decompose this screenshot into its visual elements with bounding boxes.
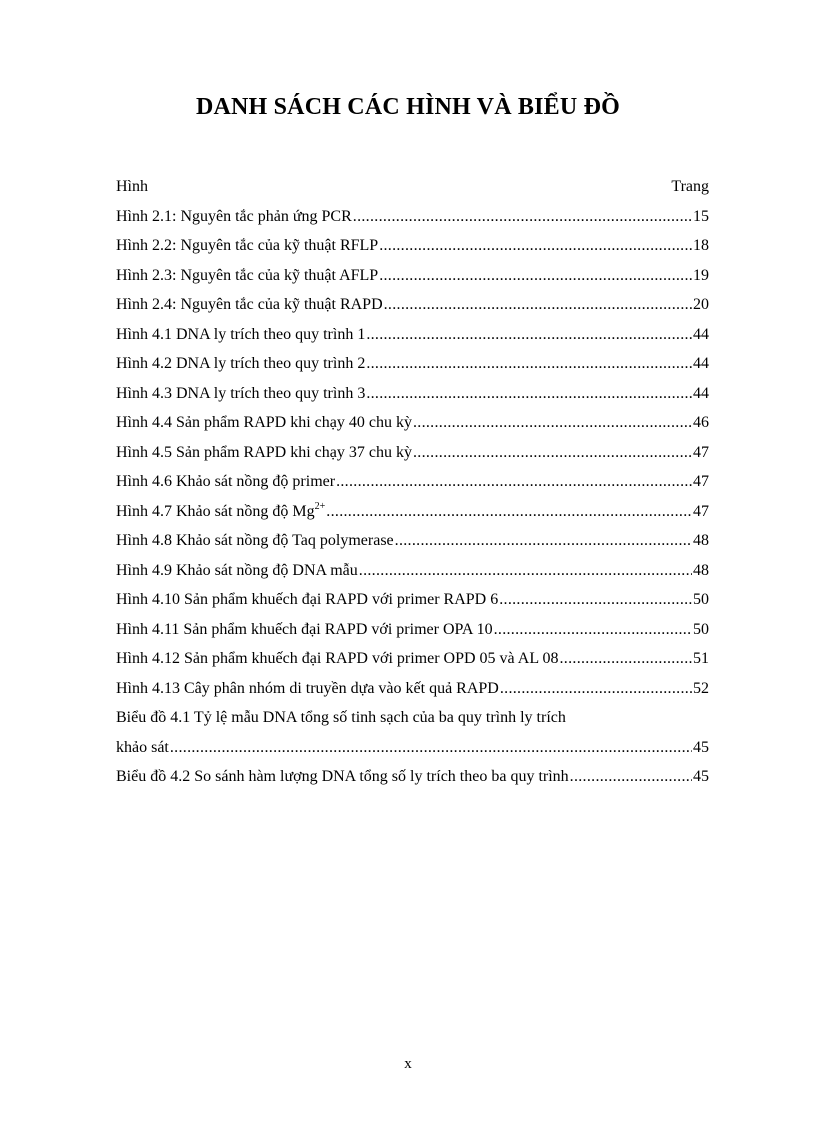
toc-entry[interactable] — [116, 589, 709, 611]
chart-entry-label: khảo sát — [116, 738, 169, 756]
toc-entry[interactable] — [116, 648, 709, 670]
toc-entry-page: 50 — [693, 591, 709, 608]
toc-entry-page: 44 — [693, 384, 709, 402]
dot-leader — [379, 265, 692, 287]
toc-entry-page: 20 — [693, 296, 709, 313]
dot-leader — [336, 471, 692, 493]
toc-entry-label: Hình 4.5 Sản phẩm RAPD khi chạy 37 chu kỳ — [116, 443, 412, 461]
toc-entry-page: 52 — [693, 679, 709, 697]
toc-entry-label: Hình 4.9 Khảo sát nồng độ DNA mẫu — [116, 561, 358, 579]
dot-leader — [353, 206, 692, 228]
toc-entry[interactable] — [116, 265, 709, 287]
chart-entry-label: Biểu đồ 4.2 So sánh hàm lượng DNA tổng số ly trích theo ba quy trình — [116, 768, 569, 785]
toc-entry[interactable] — [116, 560, 709, 582]
toc-entry[interactable] — [116, 619, 709, 641]
toc-entry[interactable] — [116, 383, 709, 405]
toc-entry[interactable] — [116, 530, 709, 552]
toc-entry-label: Hình 4.1 DNA ly trích theo quy trình 1 — [116, 325, 366, 343]
page-title: DANH SÁCH CÁC HÌNH VÀ BIỂU ĐỒ — [195, 94, 621, 120]
toc-entry[interactable] — [116, 471, 709, 493]
toc-entry[interactable] — [116, 678, 709, 700]
toc-entry-label: Hình 2.4: Nguyên tắc của kỹ thuật RAPD — [116, 296, 383, 313]
page-number: x — [404, 1056, 412, 1072]
dot-leader — [366, 353, 692, 375]
toc-entry[interactable] — [116, 324, 709, 346]
toc-entry-label: Hình 4.8 Khảo sát nồng độ Taq polymerase — [116, 532, 394, 549]
toc-header-figure-label: Hình — [116, 178, 148, 195]
toc-entry-page: 48 — [693, 561, 709, 579]
toc-entry[interactable] — [116, 442, 709, 464]
dot-leader — [500, 678, 692, 700]
toc-entry-label: Hình 2.3: Nguyên tắc của kỹ thuật AFLP — [116, 266, 379, 284]
toc-header-page-label: Trang — [671, 178, 709, 195]
dot-leader — [499, 589, 692, 611]
toc-entry-page: 15 — [693, 207, 709, 225]
toc-entry-page: 46 — [693, 414, 709, 431]
dot-leader — [494, 619, 692, 641]
toc-entry-page: 47 — [693, 473, 709, 490]
dot-leader — [366, 383, 692, 405]
toc-entry-label — [116, 501, 325, 523]
toc-entry-page: 19 — [693, 266, 709, 284]
toc-entry-page: 50 — [693, 620, 709, 638]
table-of-figures — [116, 176, 709, 796]
dot-leader — [384, 294, 692, 316]
toc-entry-label: Hình 4.12 Sản phẩm khuếch đại RAPD với primer OPD 05 và AL 08 — [116, 650, 559, 667]
toc-entry-page: 44 — [693, 355, 709, 372]
toc-entry-label: Hình 4.10 Sản phẩm khuếch đại RAPD với primer RAPD 6 — [116, 591, 499, 608]
dot-leader — [395, 530, 692, 552]
toc-entry-label: Hình 4.6 Khảo sát nồng độ primer — [116, 473, 336, 490]
toc-entry-page: 51 — [693, 650, 709, 667]
toc-entry[interactable] — [116, 501, 709, 523]
toc-entry-label: Hình 4.3 DNA ly trích theo quy trình 3 — [116, 384, 366, 402]
toc-entry-page: 18 — [693, 237, 709, 254]
dot-leader — [326, 501, 692, 523]
chart-entry[interactable] — [116, 737, 709, 759]
dot-leader — [413, 442, 692, 464]
chart-entry[interactable] — [116, 766, 709, 788]
toc-entry[interactable] — [116, 235, 709, 257]
toc-entry[interactable] — [116, 294, 709, 316]
toc-entry-page: 48 — [693, 532, 709, 549]
toc-entry-page: 47 — [693, 443, 709, 461]
dot-leader — [570, 766, 692, 788]
toc-entry-label: Hình 4.13 Cây phân nhóm di truyền dựa vào kết quả RAPD — [116, 679, 499, 697]
toc-entry-page: 47 — [693, 502, 709, 520]
chart-entry-page: 45 — [693, 738, 709, 756]
toc-entry-page: 44 — [693, 325, 709, 343]
toc-header — [116, 176, 709, 198]
dot-leader — [413, 412, 692, 434]
toc-entry-label: Hình 2.2: Nguyên tắc của kỹ thuật RFLP — [116, 237, 379, 254]
toc-entry-label: Hình 4.11 Sản phẩm khuếch đại RAPD với primer OPA 10 — [116, 620, 493, 638]
toc-entry[interactable] — [116, 412, 709, 434]
toc-entry-label-text: Hình 4.7 Khảo sát nồng độ Mg — [116, 502, 315, 520]
toc-entry-label: Hình 2.1: Nguyên tắc phản ứng PCR — [116, 207, 352, 225]
toc-entry[interactable] — [116, 353, 709, 375]
dot-leader — [170, 737, 692, 759]
dot-leader — [366, 324, 692, 346]
chart-entry-page: 45 — [693, 768, 709, 785]
toc-entry[interactable] — [116, 206, 709, 228]
dot-leader — [560, 648, 693, 670]
chart-entry-first-line[interactable]: Biểu đồ 4.1 Tỷ lệ mẫu DNA tổng số tinh sạch của ba quy trình ly trích — [116, 709, 566, 726]
dot-leader — [359, 560, 692, 582]
toc-entry-label: Hình 4.4 Sản phẩm RAPD khi chạy 40 chu kỳ — [116, 414, 412, 431]
toc-entry-label: Hình 4.2 DNA ly trích theo quy trình 2 — [116, 355, 366, 372]
dot-leader — [379, 235, 692, 257]
superscript-charge: 2+ — [314, 500, 326, 512]
